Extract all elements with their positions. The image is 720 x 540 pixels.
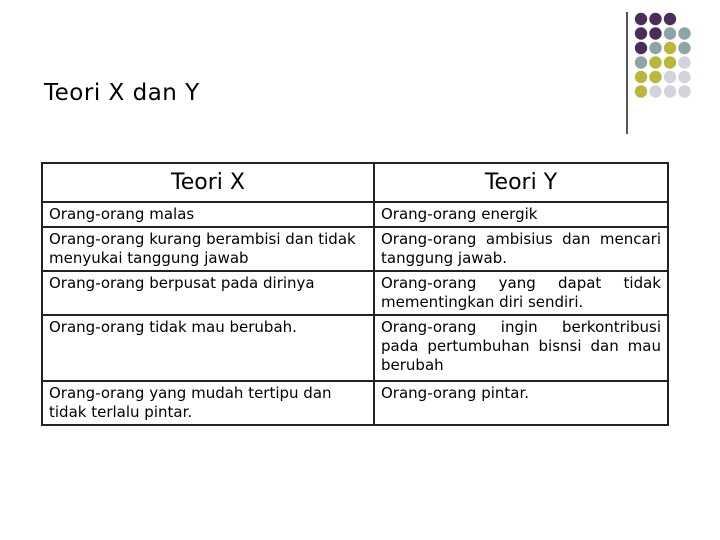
decorative-dot bbox=[664, 27, 676, 39]
decorative-dot bbox=[635, 27, 647, 39]
header-teori-y: Teori Y bbox=[374, 163, 668, 202]
decorative-dot bbox=[664, 71, 676, 83]
decorative-dot bbox=[649, 71, 661, 83]
decorative-dot bbox=[664, 13, 676, 25]
decorative-dot bbox=[635, 56, 647, 68]
decorative-dot bbox=[664, 42, 676, 54]
decorative-dot bbox=[635, 13, 647, 25]
cell-teori-x: Orang-orang berpusat pada dirinya bbox=[42, 271, 374, 315]
table-header-row bbox=[42, 163, 668, 202]
decorative-dot bbox=[664, 85, 676, 97]
cell-teori-y: Orang-orang ambisius dan mencari tanggung jawab. bbox=[374, 227, 668, 271]
comparison-table bbox=[41, 162, 669, 426]
cell-teori-y: Orang-orang energik bbox=[374, 202, 668, 227]
slide-title: Teori X dan Y bbox=[44, 80, 200, 106]
decorative-dot bbox=[649, 13, 661, 25]
divider-line bbox=[626, 12, 628, 134]
table-row bbox=[42, 381, 668, 425]
decorative-dot bbox=[649, 56, 661, 68]
cell-teori-x: Orang-orang tidak mau berubah. bbox=[42, 315, 374, 381]
cell-teori-x: Orang-orang yang mudah tertipu dan tidak terlalu pintar. bbox=[42, 381, 374, 425]
decorative-dot bbox=[649, 85, 661, 97]
decorative-dot bbox=[664, 56, 676, 68]
decorative-dot bbox=[649, 27, 661, 39]
table-row bbox=[42, 227, 668, 271]
decorative-dot bbox=[635, 42, 647, 54]
cell-teori-x: Orang-orang kurang berambisi dan tidak menyukai tanggung jawab bbox=[42, 227, 374, 271]
decorative-dot bbox=[649, 42, 661, 54]
cell-teori-x: Orang-orang malas bbox=[42, 202, 374, 227]
decorative-dot bbox=[635, 85, 647, 97]
decorative-dot bbox=[678, 85, 690, 97]
decorative-dot bbox=[678, 42, 690, 54]
table-row bbox=[42, 202, 668, 227]
header-teori-x: Teori X bbox=[42, 163, 374, 202]
decorative-dot bbox=[678, 56, 690, 68]
decorative-dot bbox=[678, 71, 690, 83]
table-row bbox=[42, 315, 668, 381]
decorative-dot bbox=[635, 71, 647, 83]
cell-teori-y: Orang-orang yang dapat tidak mementingkan diri sendiri. bbox=[374, 271, 668, 315]
table-row bbox=[42, 271, 668, 315]
decorative-dot bbox=[678, 27, 690, 39]
cell-teori-y: Orang-orang ingin berkontribusi pada pertumbuhan bisnsi dan mau berubah bbox=[374, 315, 668, 381]
cell-teori-y: Orang-orang pintar. bbox=[374, 381, 668, 425]
